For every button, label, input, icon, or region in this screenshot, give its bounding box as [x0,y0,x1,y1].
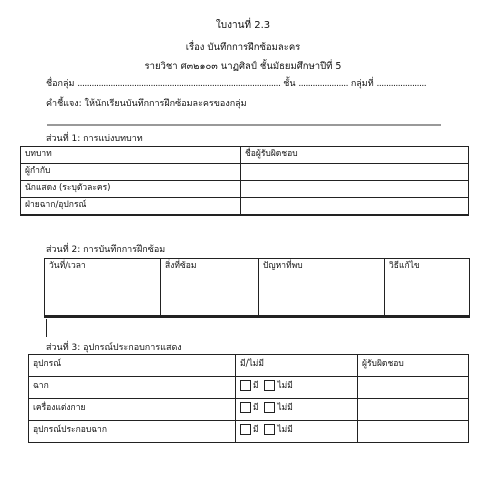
checkbox-no[interactable] [264,380,275,391]
yes-label: มี [253,403,259,413]
table-header-row [21,147,469,164]
instruction: คำชี้แจง: ให้นักเรียนบันทึกการฝึกซ้อมละครของกลุ่ม [46,99,247,109]
checkbox-yes[interactable] [240,402,251,413]
section1-heading: ส่วนที่ 1: การแบ่งบทบาท [46,134,143,144]
divider [47,124,441,126]
worksheet-number: ใบงานที่ 2.3 [215,20,271,31]
checkbox-yes[interactable] [240,424,251,435]
class-label: ชั้น [283,79,296,89]
availability-cell [236,421,358,443]
responsible-cell[interactable] [358,377,469,399]
table-row [29,377,469,399]
availability-cell [236,377,358,399]
section3-heading: ส่วนที่ 3: อุปกรณ์ประกอบการแสดง [46,343,182,353]
availability-cell [236,399,358,421]
class-field[interactable]: ..................... [298,79,348,89]
group-name-field[interactable]: ...................................................................................... [77,79,281,89]
group-name-label: ชื่อกลุ่ม [46,79,75,89]
equipment-table [28,354,469,443]
table-row [21,198,469,216]
table-row [21,181,469,198]
role-cell: ผู้กำกับ [21,164,241,181]
responsible-cell[interactable] [241,181,469,198]
table-row [21,164,469,181]
table-row [45,259,470,317]
header-cell-responsible: ชื่อผู้รับผิดชอบ [241,147,469,164]
header-cell-availability: มี/ไม่มี [236,355,358,377]
worksheet-subject: เรื่อง บันทึกการฝึกซ้อมละคร [185,42,301,53]
equipment-cell: เครื่องแต่งกาย [29,399,236,421]
no-label: ไม่มี [277,425,293,435]
table-header-row [29,355,469,377]
header-cell-role: บทบาท [21,147,241,164]
table-row [29,421,469,443]
responsible-cell[interactable] [358,399,469,421]
group-number-field[interactable]: ..................... [376,79,427,89]
yes-label: มี [253,381,259,391]
checkbox-no[interactable] [264,402,275,413]
problems-cell[interactable]: ปัญหาที่พบ [259,259,385,317]
header-cell-responsible: ผู้รับผิดชอบ [358,355,469,377]
course-line: รายวิชา ศ๓๒๑๐๓ นาฏศิลป์ ชั้นมัธยมศึกษาปีที่ 5 [144,61,342,72]
yes-label: มี [253,425,259,435]
equipment-cell: อุปกรณ์ประกอบฉาก [29,421,236,443]
roles-table [20,146,469,216]
no-label: ไม่มี [277,403,293,413]
role-cell: ฝ่ายฉาก/อุปกรณ์ [21,198,241,216]
section2-heading: ส่วนที่ 2: การบันทึกการฝึกซ้อม [46,245,166,255]
checkbox-no[interactable] [264,424,275,435]
group-number-label: กลุ่มที่ [350,79,374,89]
role-cell: นักแสดง (ระบุตัวละคร) [21,181,241,198]
responsible-cell[interactable] [358,421,469,443]
group-info-line [46,76,426,90]
checkbox-yes[interactable] [240,380,251,391]
responsible-cell[interactable] [241,198,469,216]
no-label: ไม่มี [277,381,293,391]
header-cell-equipment: อุปกรณ์ [29,355,236,377]
table-continuation-line [46,319,47,337]
rehearsed-cell[interactable]: สิ่งที่ซ้อม [161,259,259,317]
table-row [29,399,469,421]
rehearsal-log-table [44,258,470,318]
responsible-cell[interactable] [241,164,469,181]
equipment-cell: ฉาก [29,377,236,399]
date-time-cell[interactable]: วันที่/เวลา [45,259,161,317]
solutions-cell[interactable]: วิธีแก้ไข [385,259,470,317]
